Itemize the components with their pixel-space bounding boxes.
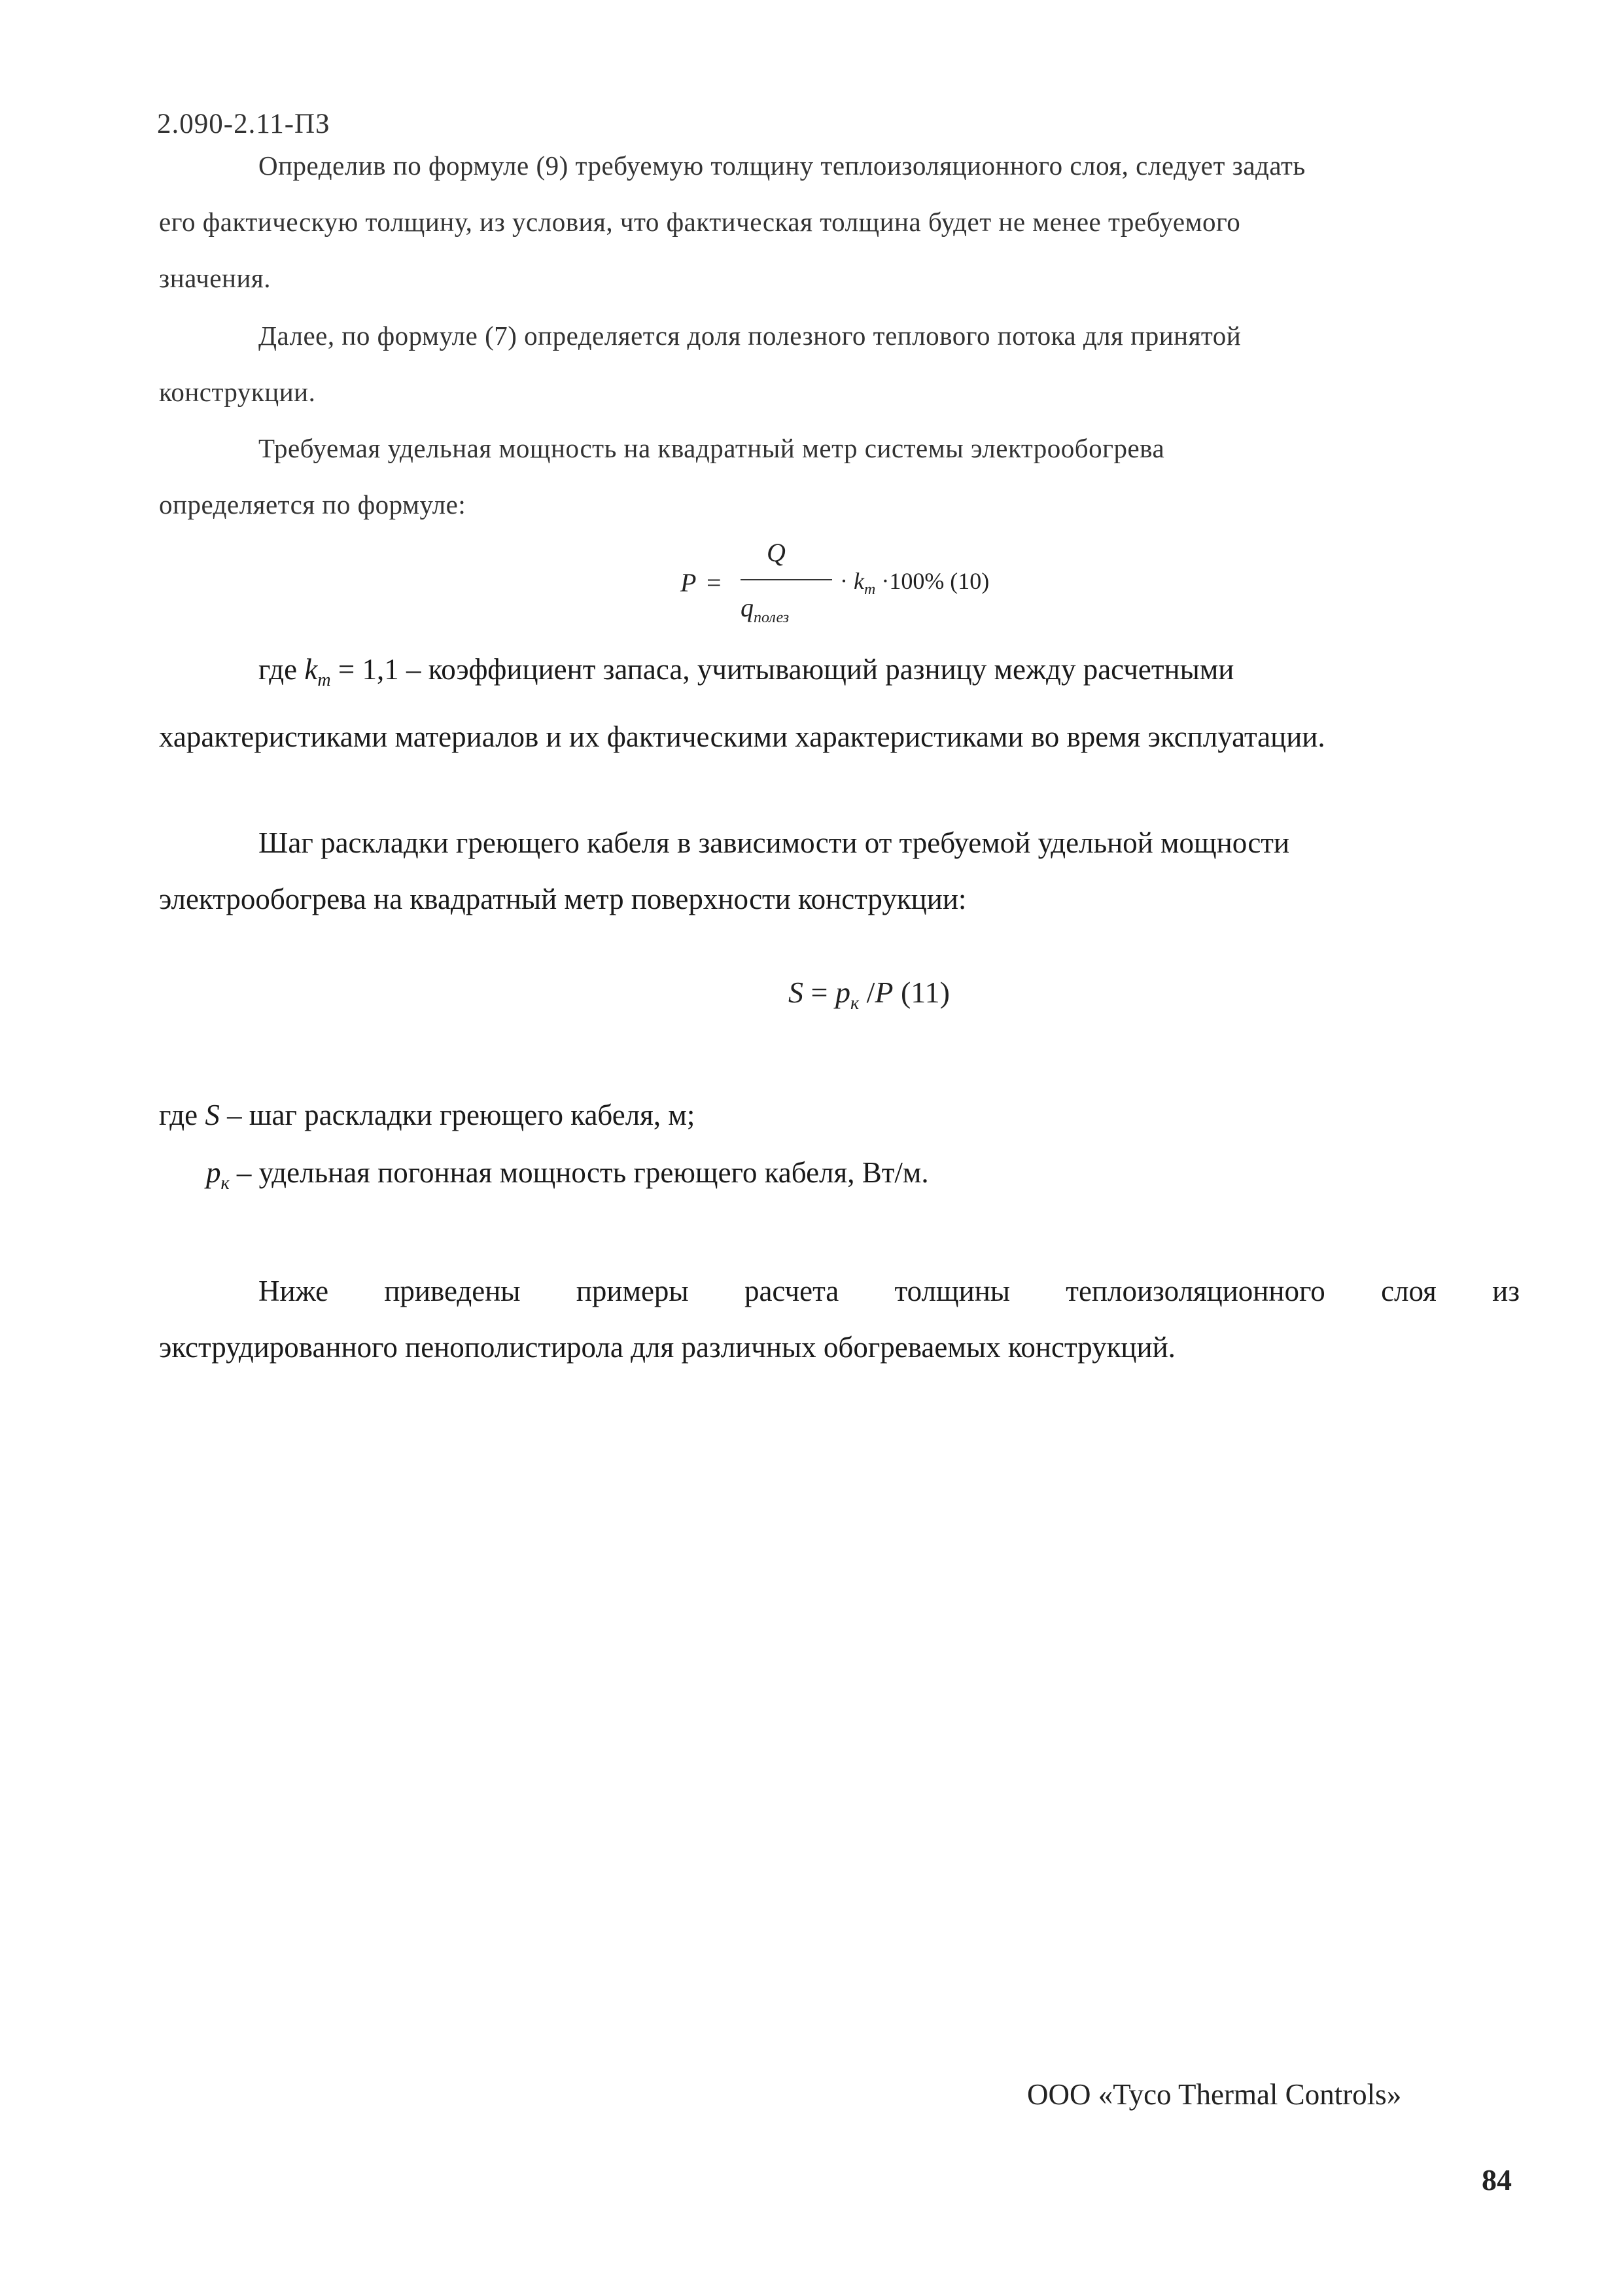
formula-lhs: P (680, 568, 697, 597)
word: приведены (384, 1275, 521, 1307)
formula-coefficient-part: · $k_m \cdot 100\%$ (10) (840, 568, 990, 599)
paragraph-line: Далее, по формуле (7) определяется доля полезного теплового потока для принятой (258, 321, 1242, 351)
formula-equals: = (707, 568, 722, 597)
paragraph-safety-factor (159, 641, 1520, 765)
formula-denominator: $q_{полез}$ (741, 593, 790, 626)
paragraph-line: электрообогрева на квадратный метр поверхности конструкции: (159, 883, 967, 915)
word: Ниже (258, 1275, 329, 1307)
word: расчета (744, 1275, 839, 1307)
paragraph-line: конструкции. (159, 377, 316, 407)
word: теплоизоляционного (1066, 1275, 1325, 1307)
definition-pk: $p_к$ – удельная погонная мощность греющего кабеля, Вт/м. (206, 1156, 929, 1193)
company-name: ООО «Tyco Thermal Controls» (1027, 2078, 1402, 2111)
justified-line (159, 1263, 1520, 1319)
paragraph-line: его фактическую толщину, из условия, что фактическая толщина будет не менее требуемого (159, 207, 1241, 237)
word: толщины (894, 1275, 1011, 1307)
fraction-bar (741, 579, 832, 580)
formula-11: $S = p_к$ /P (11) (788, 976, 950, 1014)
formula-10 (680, 533, 1138, 645)
paragraph-line: Требуемая удельная мощность на квадратный метр системы электрообогрева (258, 433, 1165, 463)
paragraph-line: экструдированного пенополистирола для различных обогреваемых конструкций. (159, 1331, 1176, 1364)
paragraph-line: Определив по формуле (9) требуемую толщину теплоизоляционного слоя, следует задать (258, 150, 1306, 181)
definition-s: где S – шаг раскладки греющего кабеля, м; (159, 1099, 695, 1131)
word: примеры (576, 1275, 689, 1307)
paragraph-line: значения. (159, 263, 271, 293)
paragraph-line: определяется по формуле: (159, 489, 466, 520)
page-number: 84 (1482, 2163, 1512, 2197)
formula-numerator: Q (767, 538, 786, 567)
paragraph-thickness-selection (159, 137, 1520, 306)
paragraph-line: характеристиками материалов и их фактическими характеристиками во время эксплуатации. (159, 720, 1325, 753)
word: слоя (1381, 1275, 1437, 1307)
paragraph-examples-intro (159, 1263, 1520, 1375)
document-code: 2.090-2.11-ПЗ (157, 109, 330, 139)
paragraph-required-power (159, 420, 1520, 533)
variable-definitions (159, 1086, 929, 1212)
paragraph-line: Шаг раскладки греющего кабеля в зависимости от требуемой удельной мощности (258, 826, 1290, 859)
paragraph-heat-flow-share (159, 308, 1520, 420)
word: из (1492, 1275, 1520, 1307)
paragraph-cable-pitch (159, 815, 1520, 927)
paragraph-line: где $k_m = 1,1$ – коэффициент запаса, учитывающий разницу между расчетными (258, 653, 1234, 690)
